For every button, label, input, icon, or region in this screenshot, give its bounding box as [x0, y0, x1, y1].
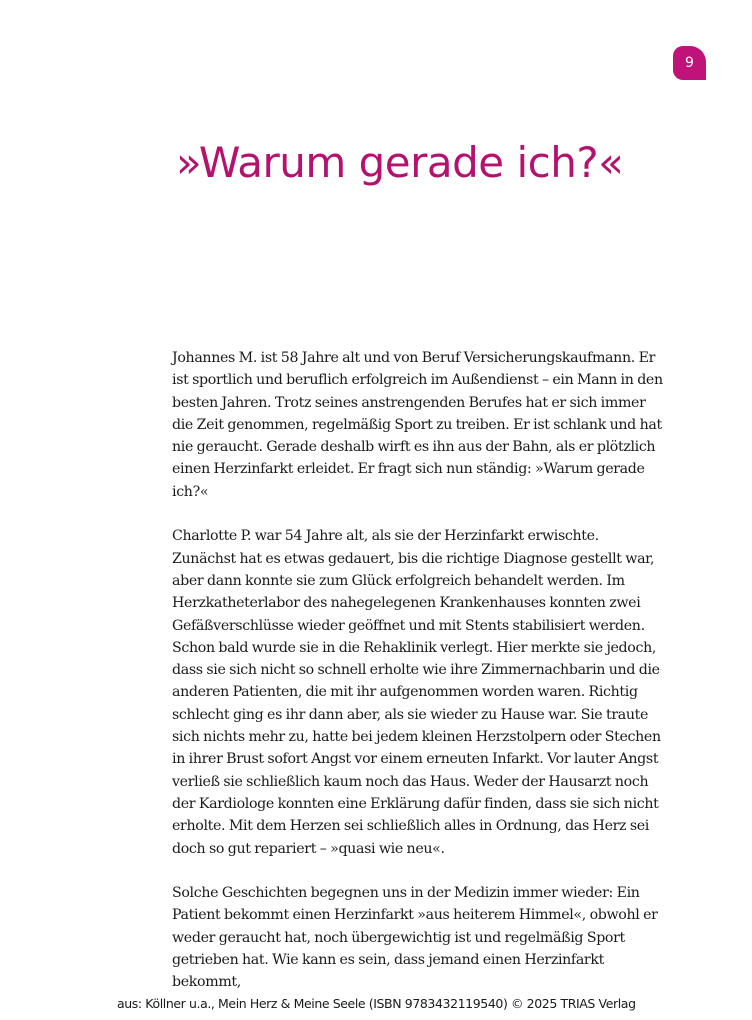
paragraph-charlotte: Charlotte P. war 54 Jahre alt, als sie der Herzinfarkt erwischte. Zunächst hat es etwas gedauert, bis die richtige Diagnose gestellt war, aber dann konnte sie zum Glück erfolgreich behandelt werden. Im Herzkatheterlabor des nahegelegenen Krankenhauses konnten zwei Gefäßverschlüsse wieder geöffnet und mit Stents stabilisiert werden. Schon bald wurde sie in die Rehaklinik verlegt. Hier merkte sie jedoch, dass sie sich nicht so schnell erholte wie ihre Zimmernachbarin und die anderen Patienten, die mit ihr aufgenommen worden waren. Richtig schlecht ging es ihr dann aber, als sie wieder zu Hause war. Sie traute sich nichts mehr zu, hatte bei jedem kleinen Herzstolpern oder Stechen in ihrer Brust sofort Angst vor einem erneuten Infarkt. Vor lauter Angst verließ sie schließlich kaum noch das Haus. Weder der Hausarzt noch der Kardiologe konnten eine Erklärung dafür finden, dass sie sich nicht erholte. Mit dem Herzen sei schließlich alles in Ordnung, das Herz sei doch so gut repariert – »quasi wie neu«.: [172, 528, 661, 857]
chapter-title: »Warum gerade ich?«: [176, 138, 624, 187]
paragraph-johannes: Johannes M. ist 58 Jahre alt und von Beruf Versicherungskaufmann. Er ist sportlich und beruflich erfolgreich im Außendienst – ein Mann in den besten Jahren. Trotz seines anstrengenden Berufes hat er sich immer die Zeit genommen, regelmäßig Sport zu treiben. Er ist schlank und hat nie geraucht. Gerade deshalb wirft es ihn aus der Bahn, als er plötzlich einen Herzinfarkt erleidet. Er fragt sich nun ständig: »Warum gerade ich?«: [172, 350, 663, 500]
page-number-badge: [673, 46, 706, 80]
body-text: [172, 347, 664, 1016]
paragraph-stories: Solche Geschichten begegnen uns in der Medizin immer wieder: Ein Patient bekommt einen Herzinfarkt »aus heiterem Himmel«, obwohl er weder geraucht hat, noch übergewichtig ist und regelmäßig Sport getrieben hat. Wie kann es sein, dass jemand einen Herzinfarkt bekommt,: [172, 885, 658, 991]
page-number: 9: [685, 55, 694, 71]
footer-credit: aus: Köllner u.a., Mein Herz & Meine Seele (ISBN 9783432119540) © 2025 TRIAS Verlag: [117, 996, 636, 1011]
